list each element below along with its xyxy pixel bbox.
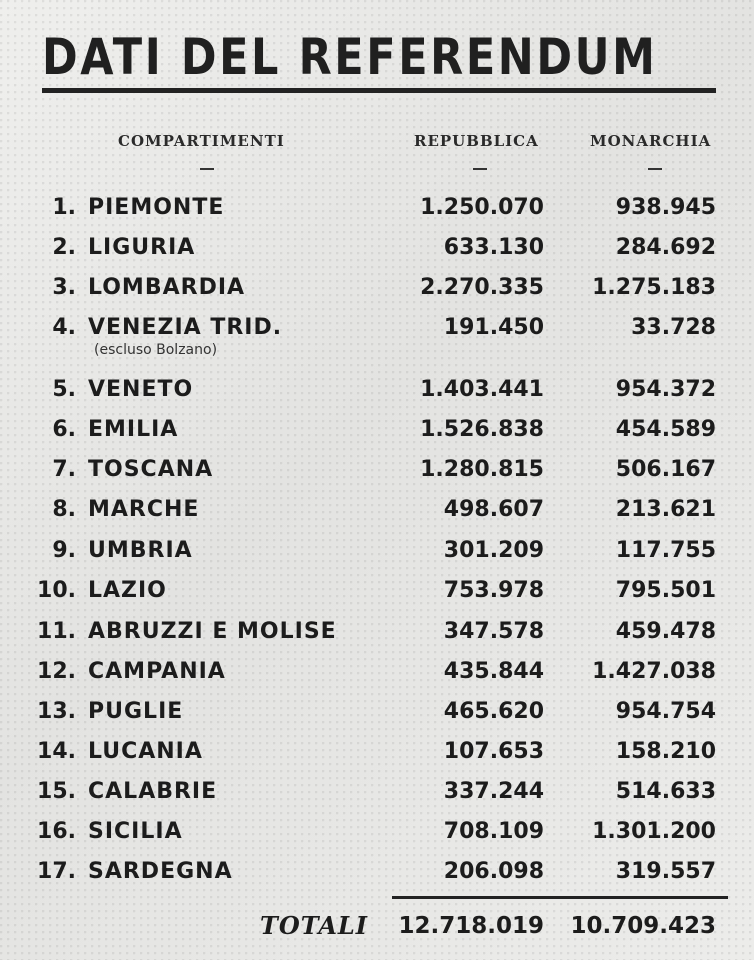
repubblica-votes: 1.526.838 (420, 417, 544, 442)
region-name: PIEMONTE (88, 195, 225, 220)
repubblica-votes: 301.209 (443, 538, 544, 563)
region-name: SARDEGNA (88, 859, 233, 884)
repubblica-votes: 498.607 (443, 497, 544, 522)
repubblica-votes: 1.250.070 (420, 195, 544, 220)
region-name: CALABRIE (88, 779, 218, 804)
row-number: 11. (37, 619, 76, 644)
monarchia-votes: 284.692 (615, 235, 716, 260)
row-number: 17. (37, 859, 76, 884)
header-dash (473, 168, 487, 170)
table-row (0, 616, 754, 648)
region-name: TOSCANA (88, 457, 214, 482)
region-name: PUGLIE (88, 699, 184, 724)
repubblica-votes: 1.403.441 (420, 377, 544, 402)
region-name: VENETO (88, 377, 194, 402)
header-compartimenti: COMPARTIMENTI (118, 132, 285, 150)
monarchia-votes: 319.557 (615, 859, 716, 884)
table-row (0, 494, 754, 526)
table-row (0, 656, 754, 688)
totals-rule (392, 896, 728, 899)
header-dash (648, 168, 662, 170)
header-dash (200, 168, 214, 170)
table-row (0, 816, 754, 848)
row-number: 13. (37, 699, 76, 724)
repubblica-votes: 1.280.815 (420, 457, 544, 482)
monarchia-votes: 938.945 (615, 195, 716, 220)
row-number: 2. (52, 235, 76, 260)
monarchia-votes: 954.372 (615, 377, 716, 402)
region-name: LUCANIA (88, 739, 203, 764)
row-number: 5. (52, 377, 76, 402)
repubblica-votes: 435.844 (443, 659, 544, 684)
monarchia-votes: 795.501 (615, 578, 716, 603)
row-number: 16. (37, 819, 76, 844)
monarchia-votes: 506.167 (615, 457, 716, 482)
table-row (0, 736, 754, 768)
repubblica-votes: 206.098 (443, 859, 544, 884)
region-name: CAMPANIA (88, 659, 226, 684)
region-name: SICILIA (88, 819, 183, 844)
row-number: 1. (52, 195, 76, 220)
monarchia-votes: 454.589 (615, 417, 716, 442)
table-row (0, 272, 754, 304)
region-name: UMBRIA (88, 538, 193, 563)
table-row (0, 232, 754, 264)
totals-repubblica: 12.718.019 (398, 913, 544, 939)
region-name: LAZIO (88, 578, 167, 603)
totals-monarchia: 10.709.423 (570, 913, 716, 939)
header-repubblica: REPUBBLICA (414, 132, 539, 150)
row-number: 10. (37, 578, 76, 603)
monarchia-votes: 1.301.200 (592, 819, 716, 844)
table-row (0, 575, 754, 607)
monarchia-votes: 117.755 (615, 538, 716, 563)
table-row (0, 192, 754, 224)
table-row (0, 414, 754, 446)
repubblica-votes: 465.620 (443, 699, 544, 724)
table-row (0, 312, 754, 344)
repubblica-votes: 2.270.335 (420, 275, 544, 300)
table-row (0, 696, 754, 728)
monarchia-votes: 459.478 (615, 619, 716, 644)
repubblica-votes: 337.244 (443, 779, 544, 804)
monarchia-votes: 158.210 (615, 739, 716, 764)
row-number: 12. (37, 659, 76, 684)
region-note: (escluso Bolzano) (94, 342, 218, 358)
table-row (0, 856, 754, 888)
repubblica-votes: 347.578 (443, 619, 544, 644)
row-number: 8. (52, 497, 76, 522)
repubblica-votes: 191.450 (443, 315, 544, 340)
row-number: 9. (52, 538, 76, 563)
row-number: 7. (52, 457, 76, 482)
region-name: LOMBARDIA (88, 275, 246, 300)
monarchia-votes: 514.633 (615, 779, 716, 804)
region-name: LIGURIA (88, 235, 196, 260)
table-row (0, 535, 754, 567)
region-name: EMILIA (88, 417, 179, 442)
region-name: MARCHE (88, 497, 200, 522)
repubblica-votes: 708.109 (443, 819, 544, 844)
monarchia-votes: 954.754 (615, 699, 716, 724)
row-number: 14. (37, 739, 76, 764)
table-row (0, 776, 754, 808)
monarchia-votes: 1.275.183 (592, 275, 716, 300)
row-number: 6. (52, 417, 76, 442)
monarchia-votes: 1.427.038 (592, 659, 716, 684)
table-row (0, 374, 754, 406)
monarchia-votes: 213.621 (615, 497, 716, 522)
row-number: 4. (52, 315, 76, 340)
row-number: 15. (37, 779, 76, 804)
row-number: 3. (52, 275, 76, 300)
region-name: ABRUZZI E MOLISE (88, 619, 337, 644)
table-row (0, 454, 754, 486)
repubblica-votes: 753.978 (443, 578, 544, 603)
title-underline (42, 88, 716, 93)
repubblica-votes: 633.130 (443, 235, 544, 260)
repubblica-votes: 107.653 (443, 739, 544, 764)
page-title: DATI DEL REFERENDUM (42, 28, 658, 86)
totals-label: TOTALI (260, 911, 369, 940)
header-monarchia: MONARCHIA (590, 132, 712, 150)
monarchia-votes: 33.728 (631, 315, 716, 340)
region-name: VENEZIA TRID. (88, 315, 283, 340)
